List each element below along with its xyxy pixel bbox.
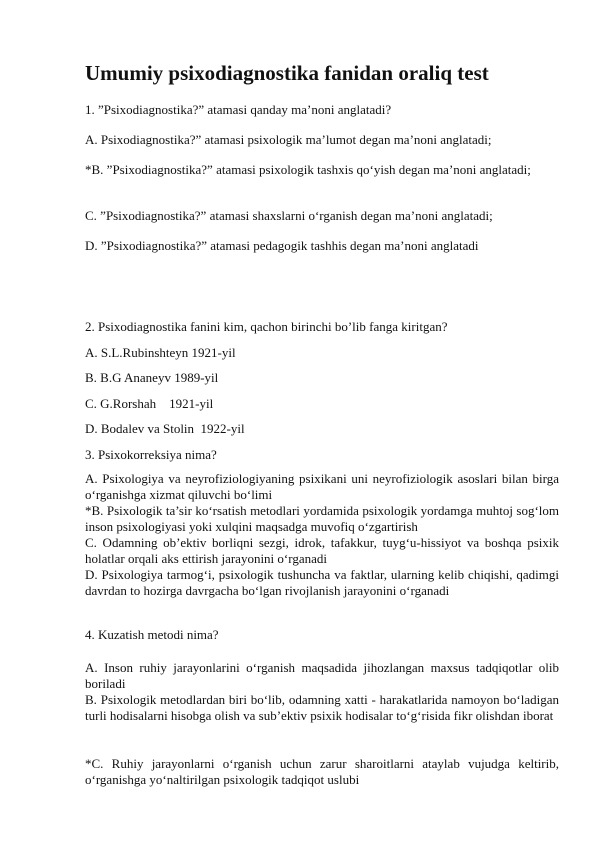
question-2-option-b: B. B.G Ananeyv 1989-yil xyxy=(85,370,219,385)
question-2: 2. Psixodiagnostika fanini kim, qachon birinchi bo’lib fanga kiritgan? xyxy=(85,319,448,334)
question-4-option-a: A. Inson ruhiy jarayonlarini o‘rganish maqsadida jihozlangan maxsus tadqiqotlar olib boriladi xyxy=(85,660,559,691)
question-2-option-a: A. S.L.Rubinshteyn 1921-yil xyxy=(85,345,236,360)
question-3-option-b: *B. Psixologik ta’sir ko‘rsatish metodlari yordamida psixologik yordamga muhtoj sog‘lom inson psixologiyasi yoki xulqini maqsadga muvofiq o‘zgartirish xyxy=(85,503,559,534)
question-3: 3. Psixokorreksiya nima? xyxy=(85,447,217,462)
question-2-option-d: D. Bodalev va Stolin 1922-yil xyxy=(85,421,245,436)
question-3-option-d: D. Psixologiya tarmog‘i, psixologik tushuncha va faktlar, ularning kelib chiqishi, qadimgi davrdan to hozirga davrgacha bo‘lgan rivojlanish jarayonini o‘rganadi xyxy=(85,567,559,598)
question-4-option-c: *C. Ruhiy jarayonlarni o‘rganish uchun zarur sharoitlarni ataylab vujudga keltirib, o‘rganishga yo‘naltirilgan psixologik tadqiqot uslubi xyxy=(85,756,559,787)
question-3-option-c: C. Odamning ob’ektiv borliqni sezgi, idrok, tafakkur, tuyg‘u-hissiyot va boshqa psixik holatlar orqali aks ettirish jarayonini o‘rganadi xyxy=(85,535,559,566)
question-3-option-a: A. Psixologiya va neyrofiziologiyaning psixikani uni neyrofiziologik asoslari bilan birga o‘rganishga xizmat qiluvchi bo‘limi xyxy=(85,471,559,502)
document-title: Umumiy psixodiagnostika fanidan oraliq test xyxy=(85,61,489,85)
question-4: 4. Kuzatish metodi nima? xyxy=(85,627,219,642)
question-2-option-c: C. G.Rorshah 1921-yil xyxy=(85,396,214,411)
question-1-option-b: *B. ”Psixodiagnostika?” atamasi psixologik tashxis qo‘yish degan ma’noni anglatadi; xyxy=(85,162,531,177)
question-1: 1. ”Psixodiagnostika?” atamasi qanday ma’noni anglatadi? xyxy=(85,102,392,117)
question-1-option-c: C. ”Psixodiagnostika?” atamasi shaxslarni o‘rganish degan ma’noni anglatadi; xyxy=(85,208,493,223)
question-1-option-d: D. ”Psixodiagnostika?” atamasi pedagogik tashhis degan ma’noni anglatadi xyxy=(85,238,479,253)
question-1-option-a: A. Psixodiagnostika?” atamasi psixologik ma’lumot degan ma’noni anglatadi; xyxy=(85,132,492,147)
question-4-option-b: B. Psixologik metodlardan biri bo‘lib, odamning xatti - harakatlarida namoyon bo‘ladigan turli hodisalarni hisobga olish va sub’ektiv psixik hodisalar to‘g‘risida fikr olishdan iborat xyxy=(85,692,559,723)
